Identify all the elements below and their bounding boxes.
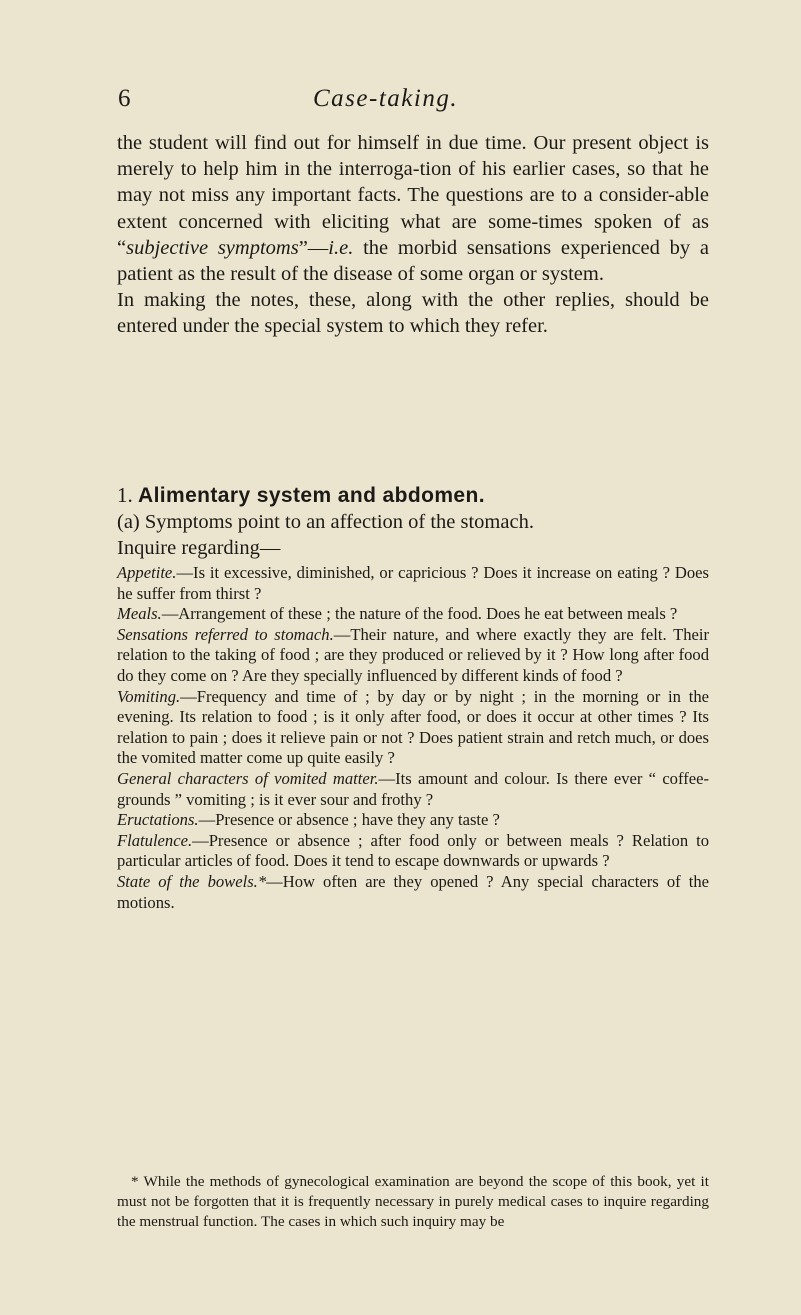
- footnote-text: * While the methods of gynecological examination are beyond the scope of this book, yet it must not be forgotten that it is frequently necessary in purely medical cases to inquire regarding the menstrual function. The cases in which such inquiry may be: [117, 1173, 709, 1230]
- entry-text: —Its amount and colour. Is there ever “ coffee-grounds ” vomiting ; is it ever sour and frothy ?: [117, 768, 709, 809]
- running-title: Case-taking.: [313, 85, 459, 112]
- italic-phrase: subjective symptoms: [126, 236, 299, 259]
- section-number: 1.: [117, 483, 133, 507]
- inquiry-entries: [117, 563, 709, 913]
- subsection: [117, 509, 709, 561]
- subsection-line: (a) Symptoms point to an affection of the stomach.: [117, 511, 534, 533]
- inquire-line: Inquire regarding—: [117, 537, 281, 560]
- entry-term: General characters of vomited matter.: [117, 768, 379, 788]
- inquiry-entry: [117, 810, 709, 831]
- entry-text: —Their nature, and where exactly they are felt. Their relation to the taking of food ; are they produced or relieved by it ? How long after food do they come on ? Are they specially influenced by different kinds of food ?: [117, 624, 710, 685]
- intro-text: [117, 130, 709, 340]
- intro-paragraph-2: In making the notes, these, along with the other replies, should be entered under the special system to which they refer.: [117, 289, 709, 338]
- ie-abbrev: i.e.: [328, 236, 354, 259]
- inquiry-entry: [117, 872, 709, 913]
- entry-term: Appetite.: [117, 563, 177, 582]
- entry-term: Meals.: [117, 604, 162, 624]
- footnote: [117, 1172, 709, 1231]
- inquiry-entry: [117, 604, 709, 625]
- intro-paragraph-1: the student will find out for himself in due time. Our present object is merely to help him in the interroga-tion of his earlier cases, so that he may not miss any important facts. The questions are to a consider-able extent concerned with eliciting what are some-times spoken of as “subjective symptoms”—i.e. the morbid sensations experienced by a patient as the result of the disease of some organ or system.: [117, 132, 709, 286]
- entry-term: Vomiting.: [117, 686, 181, 706]
- entry-text: —Presence or absence ; after food only or between meals ? Relation to particular articles of food. Does it tend to escape downwards or upwards ?: [117, 830, 709, 871]
- entry-term: Flatulence.: [117, 830, 193, 850]
- section-heading: [117, 481, 709, 510]
- entry-term: Eructations.: [117, 810, 199, 830]
- inquiry-entry: [117, 831, 709, 872]
- subsection-label: (a): [117, 511, 140, 533]
- page-header: [118, 84, 638, 114]
- entry-term: Sensations referred to stomach.: [117, 624, 334, 644]
- inquiry-entry: [117, 769, 709, 810]
- inquiry-entry: [117, 687, 709, 769]
- entry-term: State of the bowels.*: [117, 871, 267, 891]
- page-number: 6: [118, 85, 131, 112]
- section-title: Alimentary system and abdomen.: [138, 484, 485, 507]
- entry-text: —Frequency and time of ; by day or by night ; in the morning or in the evening. Its relation to food ; is it only after food, or does it occur at other times ? Its relation to pain ; does it relieve pain or not ? Does patient strain and retch much, or does the vomited matter come up quite easily ?: [117, 686, 709, 768]
- entry-text: —Arrangement of these ; the nature of the food. Does he eat between meals ?: [161, 604, 678, 624]
- inquiry-entry: [117, 563, 709, 604]
- entry-text: —Is it excessive, diminished, or capricious ? Does it increase on eating ? Does he suffer from thirst ?: [117, 563, 709, 603]
- inquiry-entry: [117, 625, 709, 687]
- entry-text: —Presence or absence ; have they any taste ?: [198, 810, 500, 830]
- entry-text: —How often are they opened ? Any special characters of the motions.: [117, 871, 709, 912]
